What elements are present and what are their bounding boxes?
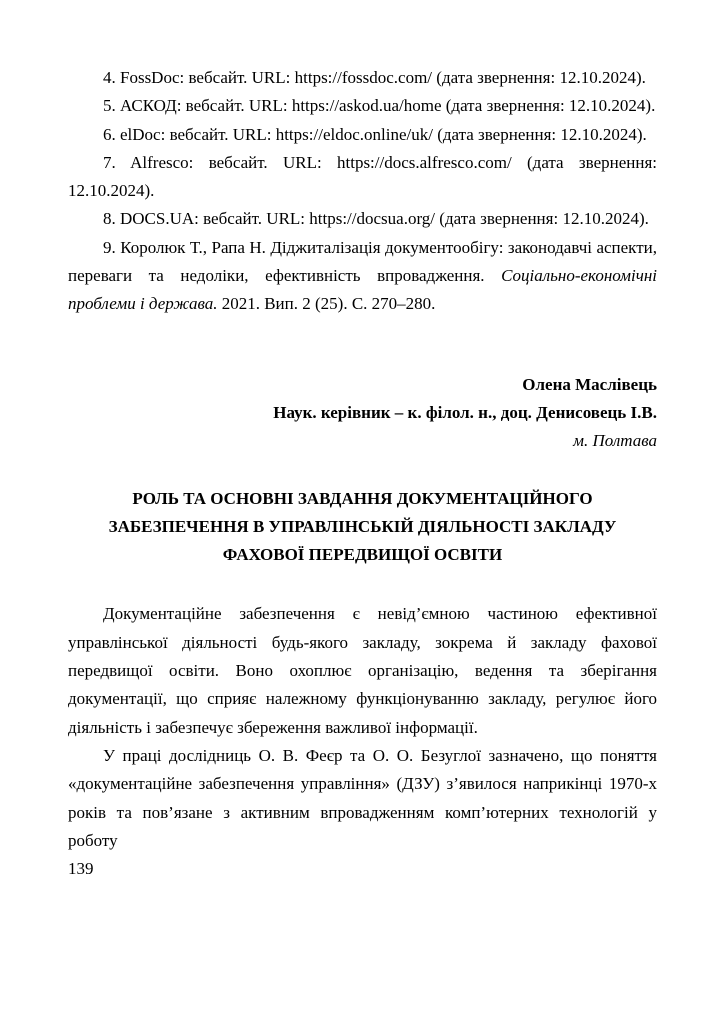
author-block xyxy=(68,371,657,456)
reference-9-journal-title: Соціально-економічні проблеми і держава. xyxy=(68,266,657,314)
supervisor-line: Наук. керівник – к. філол. н., доц. Денисовець І.В. xyxy=(273,402,657,422)
reference-item-7: 7. Alfresco: вебсайт. URL: https://docs.alfresco.com/ (дата звернення: 12.10.2024). xyxy=(68,152,657,201)
reference-9-text: 9. Королюк Т., Рапа Н. Діджиталізація документообігу: законодавчі аспекти, переваги та недоліки, ефективність впровадження. xyxy=(68,237,657,286)
reference-item-6: 6. elDoc: вебсайт. URL: https://eldoc.online/uk/ (дата звернення: 12.10.2024). xyxy=(103,124,647,144)
author-name: Олена Маслівець xyxy=(522,374,657,394)
article-body xyxy=(68,600,657,855)
reference-9-tail: 2021. Вип. 2 (25). С. 270–280. xyxy=(217,294,436,314)
city-line: м. Полтава xyxy=(573,431,657,451)
body-paragraph-1: Документаційне забезпечення є невід’ємною частиною ефективної управлінської діяльності будь-якого закладу, зокрема й закладу фахової передвищої освіти. Воно охоплює організацію, ведення та зберігання документації, що сприяє належному функціонуванню закладу, регулює його діяльність і забезпечує збереження важливої інформації. xyxy=(68,604,657,737)
reference-item-4: 4. FossDoc: вебсайт. URL: https://fossdoc.com/ (дата звернення: 12.10.2024). xyxy=(103,68,646,87)
body-paragraph-2: У праці дослідниць О. В. Феєр та О. О. Безуглої зазначено, що поняття «документаційне забезпечення управління» (ДЗУ) з’явилося наприкінці 1970-х років та пов’язане з активним впровадженням комп’ютерних технологій у роботу xyxy=(68,745,657,850)
reference-item-9 xyxy=(68,234,657,319)
reference-item-5: 5. АСКОД: вебсайт. URL: https://askod.ua/home (дата звернення: 12.10.2024). xyxy=(103,96,656,116)
reference-item-8: 8. DOCS.UA: вебсайт. URL: https://docsua.org/ (дата звернення: 12.10.2024). xyxy=(103,209,649,229)
page-number: 139 xyxy=(68,859,94,879)
references-section xyxy=(68,64,657,319)
article-title: РОЛЬ ТА ОСНОВНІ ЗАВДАННЯ ДОКУМЕНТАЦІЙНОГО ЗАБЕЗПЕЧЕННЯ В УПРАВЛІНСЬКІЙ ДІЯЛЬНОСТІ ЗАКЛАДУ ФАХОВОЇ ПЕРЕДВИЩОЇ ОСВІТИ xyxy=(108,488,617,565)
